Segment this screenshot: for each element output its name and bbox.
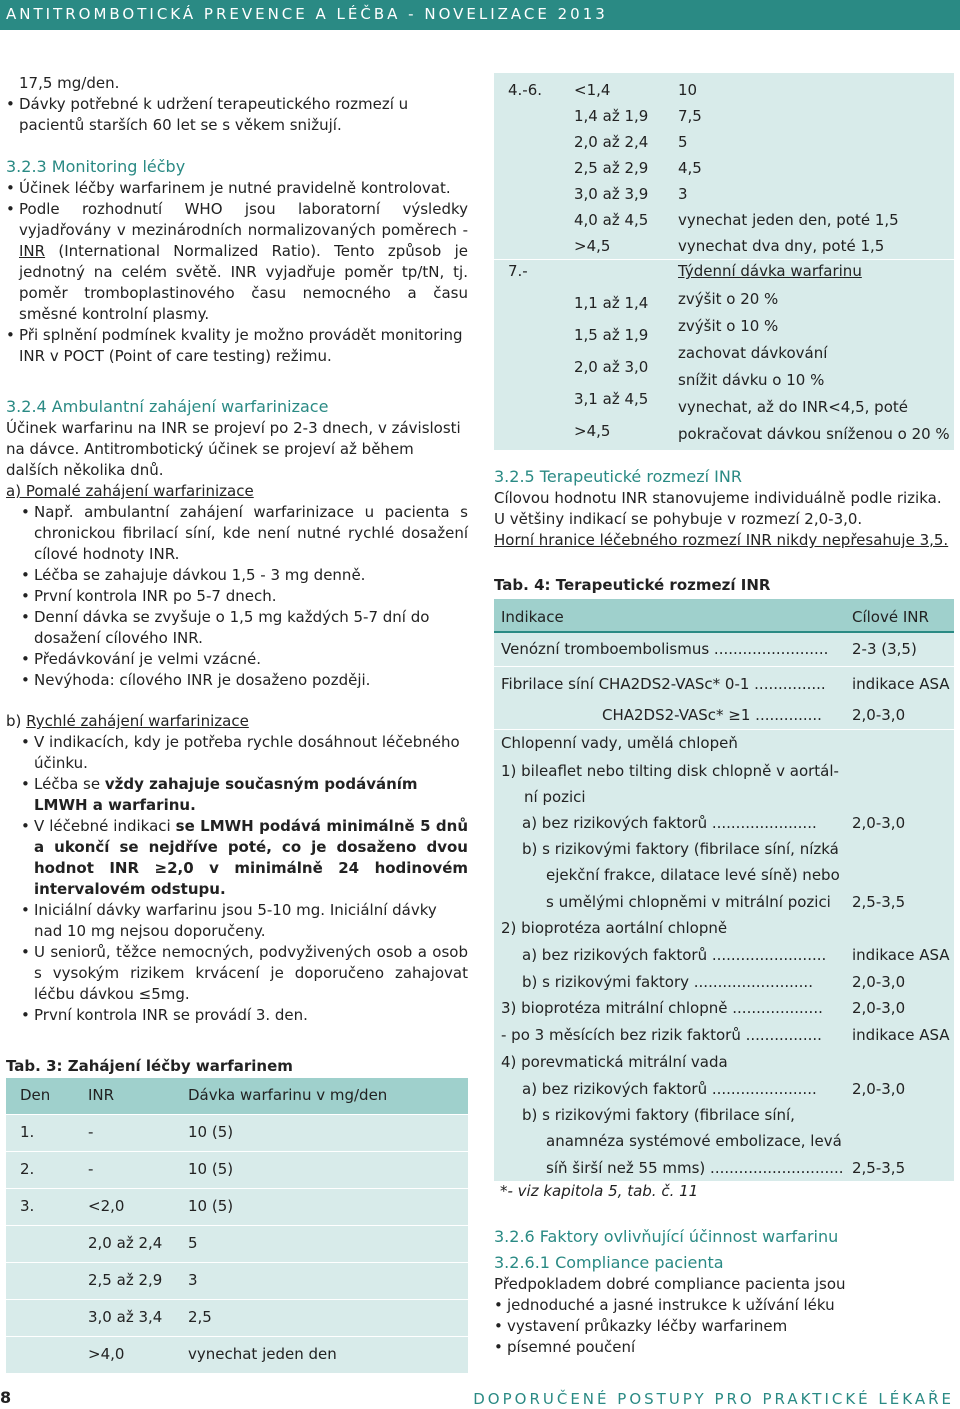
section-heading: 3.2.4 Ambulantní zahájení warfarinizace [6,397,329,416]
cell-dose: zachovat dávkování [678,344,828,362]
cell-inr: >4,5 [574,422,611,440]
cell-inr: - [88,1123,94,1141]
who-bullet: • Podle rozhodnutí WHO jsou laboratorní výsledky vyjadřovány v mezinárodních normalizovaných poměrech - INR (International Normalized Ratio). Tento způsob je jednotný na celém světě. INR vyjadřuje poměr tp/tN, tj. poměr tromboplastinového času nemocného a času směsné kontrolní plasmy. [6,199,468,325]
cell-inr: 4,0 až 4,5 [574,211,649,229]
cell-dose: zvýšit o 10 % [678,317,779,335]
cell-inr: <1,4 [574,81,611,99]
cell-inr: 1,5 až 1,9 [574,326,649,344]
table-row [6,1337,468,1374]
table3-title: Tab. 3: Zahájení léčby warfarinem [6,1057,293,1075]
table-4-therapeutic-range: Indikace Cílové INR Venózní tromboembolismus ........................ 2-3 (3,5) Fibrilace síní CHA2DS2-VASc* 0-1 ............... indikace ASA CHA2DS2-VASc* ≥1 .............. 2,0-3,0 Chlopenní vady, umělá chlopeň 1) bileaflet nebo tilting disk chlopně v aortál- ní pozici a) bez rizikových faktorů ...................... 2,0-3,0 b) s rizikovými faktory (fibrilace síní, nízká ejekční frakce, dilatace levé síně) nebo s umělými chlopněmi v mitrální pozici 2,5-3,5 2) bioprotéza aortální chlopně a) bez rizikových faktorů ........................ indikace ASA b) s rizikovými faktory ......................... 2,0-3,0 3) bioprotéza mitrální chlopně ................... 2,0-3,0 - po 3 měsících bez rizik faktorů ................ indikace ASA 4) porevmatická mitrální vada a) bez rizikových faktorů ...................... 2,0-3,0 b) s rizikovými faktory (fibrilace síní, anamnéza systémové embolizace, levá síň širší než 55 mms) ............................ 2,5-3,5 [494,599,954,1181]
page-number: 8 [0,1388,12,1407]
cell-dose: 4,5 [678,159,702,177]
list-item: • Např. ambulantní zahájení warfarinizace u pacienta s chronickou fibrilací síní, kde není nutné rychlé dosažení cílové hodnoty INR. [6,502,468,565]
cell-dose: vynechat dva dny, poté 1,5 [678,237,885,255]
list-item: • vystavení průkazky léčby warfarinem [494,1316,954,1337]
footer-title: DOPORUČENÉ POSTUPY PRO PRAKTICKÉ LÉKAŘE [473,1390,954,1408]
intro-line: 17,5 mg/den. [19,74,120,92]
cell-inr: 2,0 až 2,4 [574,133,649,151]
cell-inr: 3,0 až 3,9 [574,185,649,203]
section-3-2-6: 3.2.6 Faktory ovlivňující účinnost warfarinu 3.2.6.1 Compliance pacienta Předpokladem dobré compliance pacienta jsou • jednoduché a jasné instrukce k užívání léku • vystavení průkazky léčby warfarinem • písemné poučení [494,1226,954,1358]
cell-inr: >4,5 [574,237,611,255]
table-3-warfarin-start [6,1078,468,1374]
list-item: • Předávkování je velmi vzácné. [6,649,468,670]
weekly-dose-title: Týdenní dávka warfarinu [678,262,862,280]
cell-dose: 5 [188,1234,198,1252]
list-item: • První kontrola INR po 5-7 dnech. [6,586,468,607]
table-header: Den INR Dávka warfarinu v mg/den [6,1078,468,1115]
fast-start-title: b) Rychlé zahájení warfarinizace [6,712,249,730]
cell-dose: vynechat, až do INR<4,5, poté [678,398,908,416]
cell-dose: 3 [678,185,688,203]
cell-dose: 10 (5) [188,1123,234,1141]
cell-inr: 1,4 až 1,9 [574,107,649,125]
cell-dose: 10 (5) [188,1160,234,1178]
cell-dose: 10 [678,81,698,99]
list-item: • písemné poučení [494,1337,954,1358]
cell-inr: 2,5 až 2,9 [574,159,649,177]
section-heading: 3.2.5 Terapeutické rozmezí INR [494,467,742,486]
cell-inr: 2,0 až 3,0 [574,358,649,376]
cell-dose: 7,5 [678,107,702,125]
subsection-heading: 3.2.6.1 Compliance pacienta [494,1253,724,1272]
table-row [6,1263,468,1300]
table4-title: Tab. 4: Terapeutické rozmezí INR [494,576,771,594]
cell-dose: vynechat jeden den, poté 1,5 [678,211,899,229]
cell-inr: 2,5 až 2,9 [88,1271,163,1289]
cell-inr: >4,0 [88,1345,125,1363]
cell-dose: 10 (5) [188,1197,234,1215]
page-header: ANTITROMBOTICKÁ PREVENCE A LÉČBA - NOVELIZACE 2013 [0,0,960,30]
slow-start-list [6,502,468,691]
section-3-2-4: 3.2.4 Ambulantní zahájení warfarinizace Účinek warfarinu na INR se projeví po 2-3 dnech, v závislosti na dávce. Antitrombotický účinek se projeví až během dalších několika dnů. a) Pomalé zahájení warfarinizace • Např. ambulantní zahájení warfarinizace u pacienta s chronickou fibrilací síní, kde není nutné rychlé dosažení cílové hodnoty INR. • Léčba se zahajuje dávkou 1,5 - 3 mg denně. • První kontrola INR po 5-7 dnech. • Denní dávka se zvyšuje o 1,5 mg každých 5-7 dní do dosažení cílového INR. • Předávkování je velmi vzácné. • Nevýhoda: cílového INR je dosaženo později. b) Rychlé zahájení warfarinizace • V indikacích, kdy je potřeba rychle dosáhnout léčebného účinku. • Léčba se vždy zahajuje současným podáváním LMWH a warfarinu. • V léčebné indikaci se LMWH podává minimálně 5 dnů a ukončí se nejdříve poté, co je dosaženo dvou hodnot INR ≥2,0 v minimálně 24 hodinovém intervalovém odstupu. • Iniciální dávky warfarinu jsou 5-10 mg. Iniciální dávky nad 10 mg nejsou doporučeny. • U seniorů, těžce nemocných, podvyživených osob a osob s vysokým rizikem krvácení je doporučeno zahajovat léčbu dávkou ≤5mg. • První kontrola INR se provádí 3. den. [6,396,468,1026]
table4-footnote: *- viz kapitola 5, tab. č. 11 [500,1182,699,1200]
cell-inr: 3,1 až 4,5 [574,390,649,408]
cell-day: 3. [20,1197,35,1215]
table-row [6,1115,468,1152]
cell-inr: - [88,1160,94,1178]
table-row [6,1152,468,1189]
cell-day: 2. [20,1160,35,1178]
table-row [6,1300,468,1337]
cell-inr: 2,0 až 2,4 [88,1234,163,1252]
table-row [6,1226,468,1263]
table-row [6,1189,468,1226]
list-item: • jednoduché a jasné instrukce k užívání léku [494,1295,954,1316]
cell-inr: 3,0 až 3,4 [88,1308,163,1326]
cell-dose: vynechat jeden den [188,1345,337,1363]
cell-dose: 5 [678,133,688,151]
cell-inr: <2,0 [88,1197,125,1215]
section-heading: 3.2.3 Monitoring léčby [6,157,186,176]
cell-inr: 1,1 až 1,4 [574,294,649,312]
list-item: • Léčba se zahajuje dávkou 1,5 - 3 mg denně. [6,565,468,586]
inr-dose-table: 4.-6. <1,4 10 1,4 až 1,9 7,5 2,0 až 2,4 5 2,5 až 2,9 4,5 3,0 až 3,9 3 4,0 až 4,5 vynechat jeden den, poté 1,5 >4,5 vynechat dva dny, poté 1,5 7.- Týdenní dávka warfarinu 1,1 až 1,4 1,5 až 1,9 2,0 až 3,0 3,1 až 4,5 >4,5 zvýšit o 20 % zvýšit o 10 % zachovat dávkování snížit dávku o 10 % vynechat, až do INR<4,5, poté pokračovat dávkou sníženou o 20 % [494,73,954,450]
cell-dose: snížit dávku o 10 % [678,371,825,389]
intro-bullet: • Dávky potřebné k udržení terapeutického rozmezí u pacientů starších 60 let se s věkem snižují. [6,94,468,136]
cell-day: 1. [20,1123,35,1141]
cell-dose: zvýšit o 20 % [678,290,779,308]
cell-dose: 3 [188,1271,198,1289]
slow-start-title: a) Pomalé zahájení warfarinizace [6,482,254,500]
cell-dose: pokračovat dávkou sníženou o 20 % [678,425,950,443]
section-heading: 3.2.6 Faktory ovlivňující účinnost warfarinu [494,1227,839,1246]
section-3-2-5: 3.2.5 Terapeutické rozmezí INR Cílovou hodnotu INR stanovujeme individuálně podle rizika. U většiny indikací se pohybuje v rozmezí 2,0-3,0. Horní hranice léčebného rozmezí INR nikdy nepřesahuje 3,5. [494,466,954,551]
list-item: • Denní dávka se zvyšuje o 1,5 mg každých 5-7 dní do dosažení cílového INR. [6,607,468,649]
cell-dose: 2,5 [188,1308,212,1326]
section-3-2-3: 3.2.3 Monitoring léčby • Účinek léčby warfarinem je nutné pravidelně kontrolovat. • Podle rozhodnutí WHO jsou laboratorní výsledky vyjadřovány v mezinárodních normalizovaných poměrech - INR (International Normalized Ratio). Tento způsob je jednotný na celém světě. INR vyjadřuje poměr tp/tN, tj. poměr tromboplastinového času nemocného a času směsné kontrolní plasmy. • Při splnění podmínek kvality je možno provádět monitoring INR v POCT (Point of care testing) režimu. [6,156,468,367]
list-item: • Nevýhoda: cílového INR je dosaženo později. [6,670,468,691]
